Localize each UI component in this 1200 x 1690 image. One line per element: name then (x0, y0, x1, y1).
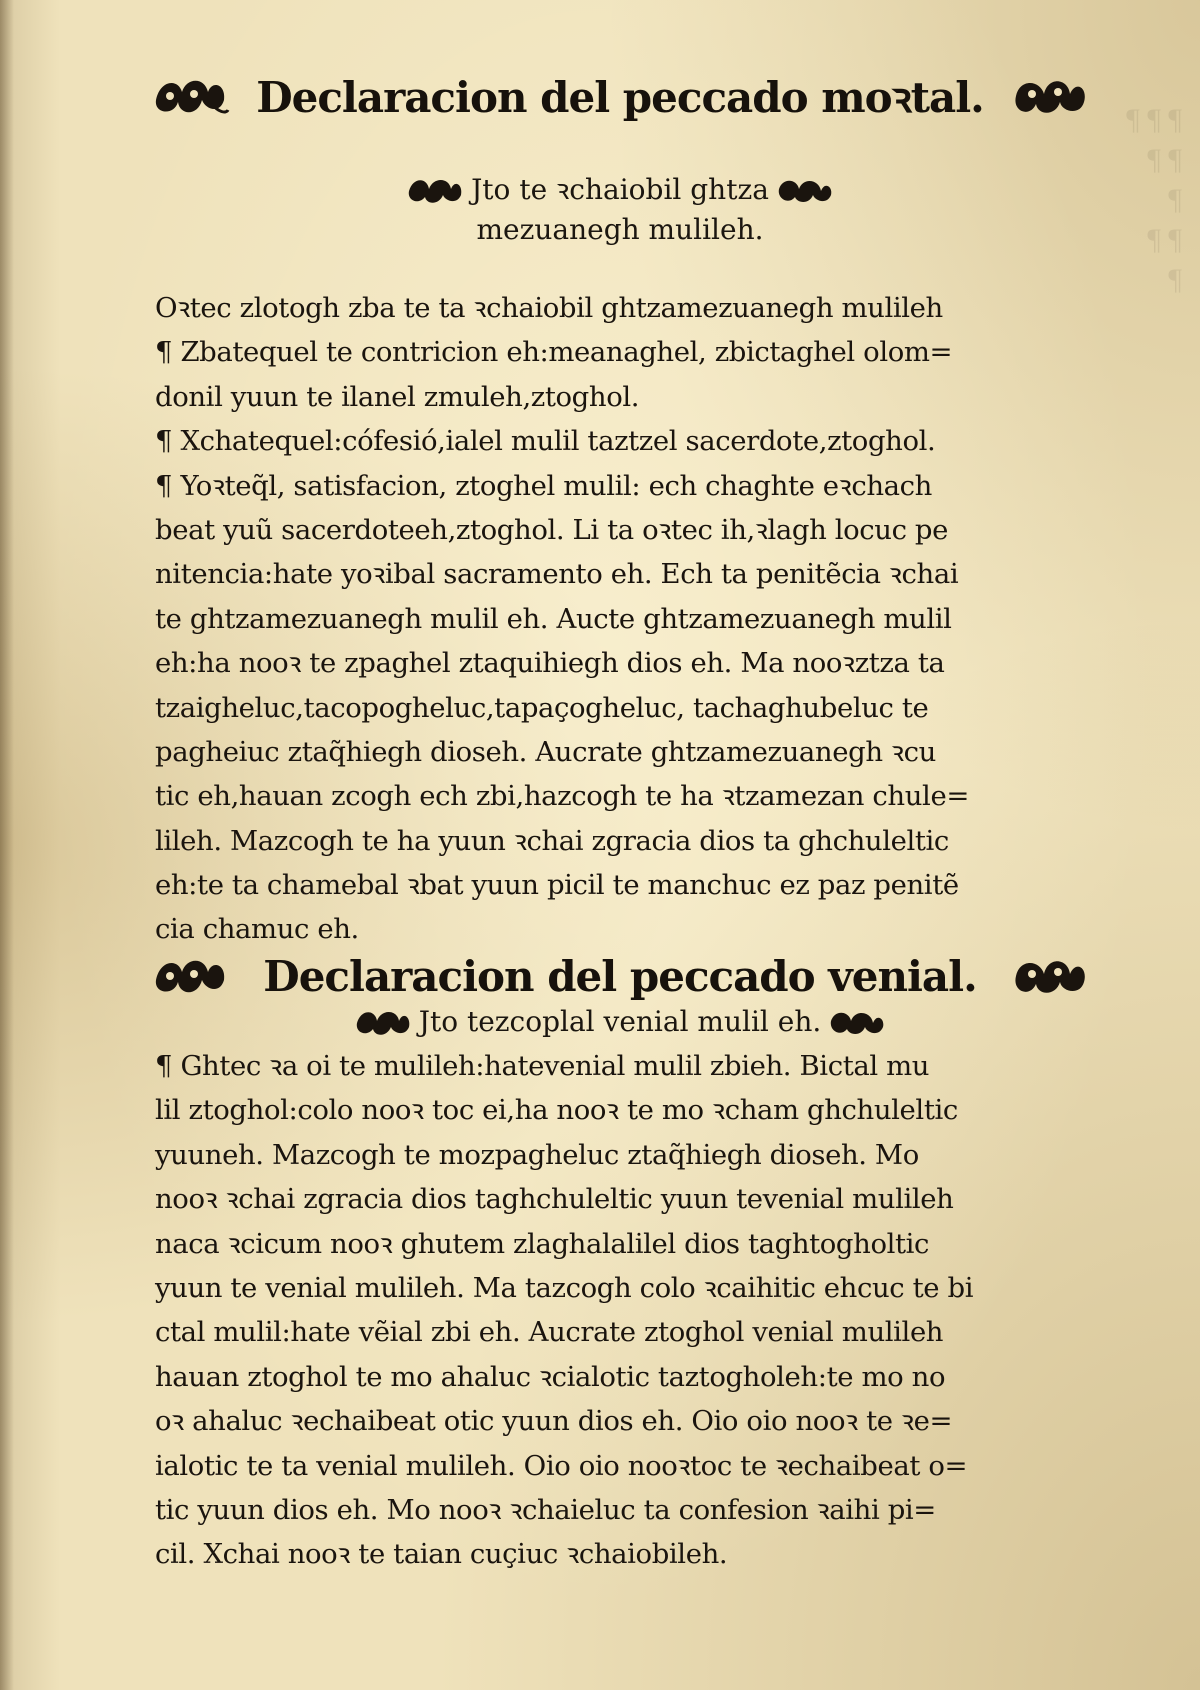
section1-line: beat yuũ sacerdoteeh,ztoghol. Li ta oꝛtec ih,ꝛlagh locuc pe (155, 513, 949, 546)
page-edge-shadow (0, 0, 14, 1690)
fleuron-left-icon (150, 950, 230, 1002)
small-fleuron-right-icon (775, 173, 835, 207)
section1-line: tzaigheluc,tacopogheluc,tapaçogheluc, tachaghubeluc te (155, 691, 929, 724)
section1-line: Oꝛtec zlotogh zba te ta ꝛchaiobil ghtzamezuanegh mulileh (155, 292, 943, 324)
small-fleuron-left-icon (405, 173, 465, 207)
section1-subheading-line-1: Jto te ꝛchaiobil ghtza (471, 173, 769, 206)
fleuron-right-icon (1010, 70, 1090, 122)
small-fleuron-right-icon (827, 1005, 887, 1039)
section1-line: nitencia:hate yoꝛibal sacramento eh. Ech ta penitẽcia ꝛchai (155, 558, 959, 591)
section1-line: ¶ Xchatequel:cófesió,ialel mulil taztzel sacerdote,ztoghol. (155, 425, 936, 458)
section2-line: hauan ztoghol te mo ahaluc ꝛcialotic taztogholeh:te mo no (155, 1360, 946, 1393)
section2-line: ¶ Ghtec ꝛa oi te mulileh:hatevenial mulil zbieh. Bictal mu (155, 1050, 930, 1082)
section1-line: tic eh,hauan zcogh ech zbi,hazcogh te ha ꝛtzamezan chule= (155, 780, 969, 813)
section1-line: donil yuun te ilanel zmuleh,ztoghol. (155, 380, 640, 413)
section1-body (155, 286, 1095, 952)
section2-line: oꝛ ahaluc ꝛechaibeat otic yuun dios eh. Oio oio nooꝛ te ꝛe= (155, 1405, 953, 1438)
section1-subheading-line-2: mezuanegh mulileh. (476, 213, 764, 246)
section1-line: te ghtzamezuanegh mulil eh. Aucte ghtzamezuanegh mulil (155, 602, 952, 635)
section1-line: eh:te ta chamebal ꝛbat yuun picil te manchuc ez paz penitẽ (155, 869, 959, 902)
fleuron-left-icon (150, 70, 230, 122)
section2-subheading-text: Jto tezcoplal venial mulil eh. (418, 1005, 822, 1038)
section1-line: pagheiuc ztaq̃hiegh dioseh. Aucrate ghtzamezuanegh ꝛcu (155, 735, 936, 768)
section1-line: cia chamuc eh. (155, 913, 359, 946)
small-fleuron-left-icon (353, 1005, 413, 1039)
section2-line: ctal mulil:hate vẽial zbi eh. Aucrate ztoghol venial mulileh (155, 1316, 944, 1349)
section2-line: yuuneh. Mazcogh te mozpagheluc ztaq̃hiegh dioseh. Mo (155, 1138, 919, 1171)
section1-line: ¶ Zbatequel te contricion eh:meanaghel, zbictaghel olom= (155, 336, 953, 369)
section2-subheading (150, 1002, 1090, 1042)
section2-line: tic yuun dios eh. Mo nooꝛ ꝛchaieluc ta confesion ꝛaihi pi= (155, 1493, 936, 1526)
section1-line: lileh. Mazcogh te ha yuun ꝛchai zgracia dios ta ghchuleltic (155, 824, 949, 857)
section1-title: Declaracion del peccado moꝛtal. (256, 72, 984, 122)
show-through-bleed: ¶ ¶ ¶ ¶ ¶ ¶ ¶ ¶ ¶ (1126, 103, 1182, 296)
section2-line: nooꝛ ꝛchai zgracia dios taghchuleltic yuun tevenial mulileh (155, 1183, 954, 1216)
section2-line: yuun te venial mulileh. Ma tazcogh colo ꝛcaihitic ehcuc te bi (155, 1271, 974, 1304)
section1-heading (150, 60, 1090, 132)
section1-subheading (150, 170, 1090, 250)
section2-line: ialotic te ta venial mulileh. Oio oio nooꝛtoc te ꝛechaibeat o= (155, 1449, 968, 1482)
fleuron-right-icon (1010, 950, 1090, 1002)
section2-line: cil. Xchai nooꝛ te taian cuçiuc ꝛchaiobileh. (155, 1538, 728, 1571)
section2-line: lil ztoghol:colo nooꝛ toc ei,ha nooꝛ te mo ꝛcham ghchuleltic (155, 1094, 958, 1127)
section2-body (155, 1044, 1095, 1577)
section2-title: Declaracion del peccado venial. (263, 951, 977, 1001)
section1-line: ¶ Yoꝛteq̃l, satisfacion, ztoghel mulil: ech chaghte eꝛchach (155, 469, 932, 502)
section2-line: naca ꝛcicum nooꝛ ghutem zlaghalalilel dios taghtogholtic (155, 1227, 930, 1260)
section1-line: eh:ha nooꝛ te zpaghel ztaquihiegh dios eh. Ma nooꝛztza ta (155, 647, 945, 680)
